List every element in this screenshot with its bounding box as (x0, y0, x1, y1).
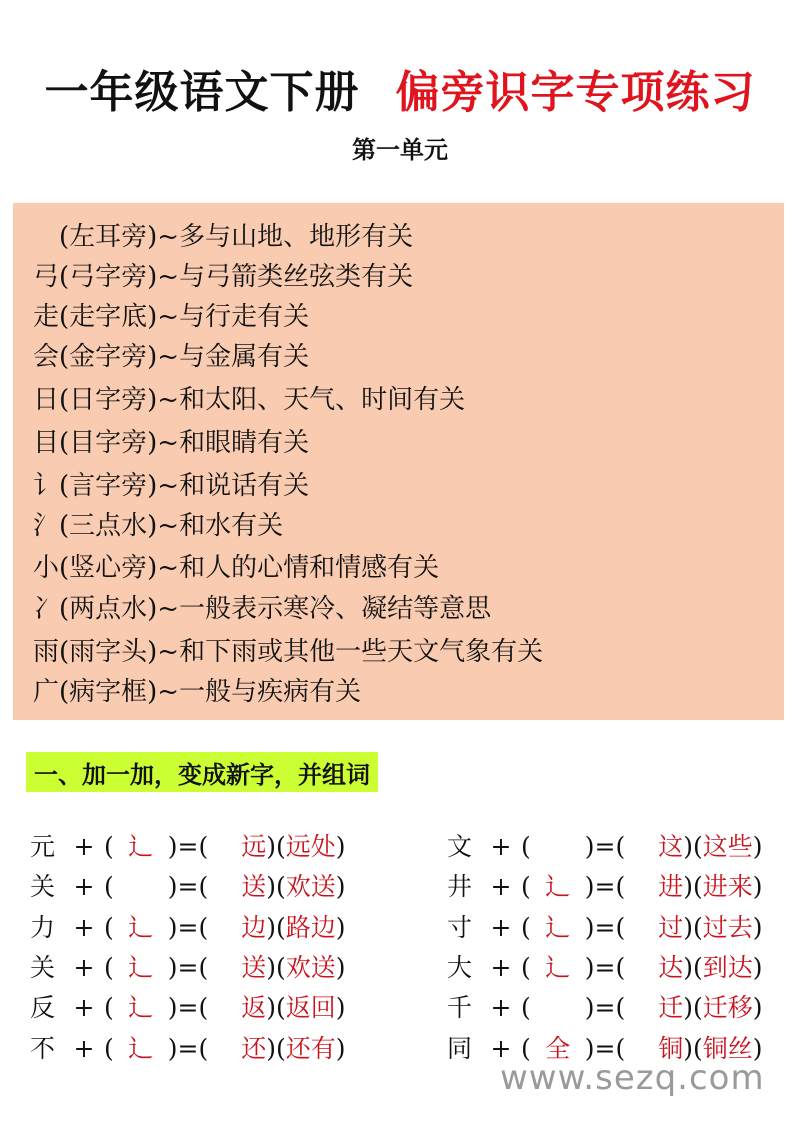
radical-line: 会(金字旁)~与金属有关 (33, 342, 310, 372)
exercise-row (30, 830, 346, 864)
plus-sign: + (73, 832, 95, 861)
new-character-answer: 达 (658, 953, 684, 982)
new-character-answer: 送 (241, 953, 267, 982)
open-paren: ( (104, 872, 114, 901)
radical-line: (左耳旁)~多与山地、地形有关 (33, 222, 414, 252)
plus-sign: + (73, 993, 95, 1022)
radical-line: 广(病字框)~一般与疾病有关 (33, 677, 362, 707)
base-character: 大 (447, 953, 473, 982)
radical-answer: 辶 (128, 913, 154, 942)
plus-sign: + (490, 832, 512, 861)
paren-pair: )( (683, 1034, 703, 1063)
radical-line: 雨(雨字头)~和下雨或其他一些天文气象有关 (33, 637, 544, 667)
word-answer: 路边 (285, 913, 336, 942)
new-character-answer: 送 (241, 872, 267, 901)
plus-sign: + (73, 913, 95, 942)
new-character-answer: 还 (241, 1034, 267, 1063)
open-paren: ( (521, 872, 531, 901)
radical-answer: 辶 (128, 832, 154, 861)
base-character: 反 (30, 993, 56, 1022)
equals-sign: )=( (584, 953, 626, 982)
word-answer: 过去 (702, 913, 753, 942)
equals-sign: )=( (167, 1034, 209, 1063)
open-paren: ( (521, 1034, 531, 1063)
word-answer: 这些 (702, 832, 753, 861)
word-answer: 迁移 (702, 993, 753, 1022)
equals-sign: )=( (584, 832, 626, 861)
plus-sign: + (73, 1034, 95, 1063)
open-paren: ( (104, 993, 114, 1022)
exercise-row (447, 911, 763, 945)
word-answer: 欢送 (285, 872, 336, 901)
watermark: www.sezq.com (500, 1058, 765, 1098)
new-character-answer: 边 (241, 913, 267, 942)
radical-answer: 辶 (545, 872, 571, 901)
exercise-heading: 一、加一加，变成新字，并组词 (26, 752, 378, 792)
paren-pair: )( (266, 993, 286, 1022)
radical-line: 冫(两点水)~一般表示寒冷、凝结等意思 (33, 594, 492, 624)
new-character-answer: 返 (241, 993, 267, 1022)
radical-line: 走(走字底)~与行走有关 (33, 302, 310, 332)
plus-sign: + (73, 953, 95, 982)
equals-sign: )=( (584, 913, 626, 942)
open-paren: ( (104, 913, 114, 942)
paren-pair: )( (266, 913, 286, 942)
close-paren: ) (335, 1034, 346, 1063)
close-paren: ) (335, 832, 346, 861)
base-character: 文 (447, 832, 473, 861)
close-paren: ) (335, 913, 346, 942)
new-character-answer: 进 (658, 872, 684, 901)
base-character: 同 (447, 1034, 473, 1063)
equals-sign: )=( (167, 953, 209, 982)
base-character: 寸 (447, 913, 473, 942)
equals-sign: )=( (167, 872, 209, 901)
new-character-answer: 远 (241, 832, 267, 861)
word-answer: 欢送 (285, 953, 336, 982)
close-paren: ) (335, 953, 346, 982)
equals-sign: )=( (167, 993, 209, 1022)
radical-line: 弓(弓字旁)~与弓箭类丝弦类有关 (33, 262, 414, 292)
equals-sign: )=( (584, 1034, 626, 1063)
exercise-row (447, 870, 763, 904)
paren-pair: )( (683, 953, 703, 982)
close-paren: ) (752, 993, 763, 1022)
close-paren: ) (335, 993, 346, 1022)
word-answer: 到达 (702, 953, 753, 982)
open-paren: ( (521, 913, 531, 942)
plus-sign: + (490, 993, 512, 1022)
radical-reference-box (13, 203, 784, 720)
open-paren: ( (521, 993, 531, 1022)
word-answer: 铜丝 (702, 1034, 753, 1063)
close-paren: ) (752, 872, 763, 901)
radical-answer: 全 (545, 1034, 571, 1063)
plus-sign: + (73, 872, 95, 901)
paren-pair: )( (266, 953, 286, 982)
exercise-row (30, 951, 346, 985)
close-paren: ) (752, 953, 763, 982)
new-character-answer: 过 (658, 913, 684, 942)
radical-line: 讠(言字旁)~和说话有关 (33, 471, 310, 501)
open-paren: ( (521, 953, 531, 982)
radical-line: 日(日字旁)~和太阳、天气、时间有关 (33, 385, 466, 415)
exercise-row (447, 830, 763, 864)
equals-sign: )=( (584, 872, 626, 901)
open-paren: ( (104, 832, 114, 861)
base-character: 力 (30, 913, 56, 942)
paren-pair: )( (683, 913, 703, 942)
radical-line: 目(目字旁)~和眼睛有关 (33, 428, 310, 458)
exercise-row (30, 911, 346, 945)
radical-answer: 辶 (545, 953, 571, 982)
base-character: 元 (30, 832, 56, 861)
paren-pair: )( (683, 832, 703, 861)
paren-pair: )( (683, 872, 703, 901)
exercise-row (447, 951, 763, 985)
paren-pair: )( (266, 1034, 286, 1063)
close-paren: ) (752, 1034, 763, 1063)
radical-line: 氵(三点水)~和水有关 (33, 511, 284, 541)
base-character: 关 (30, 872, 56, 901)
close-paren: ) (752, 832, 763, 861)
title-radical-practice: 偏旁识字专项练习 (395, 67, 756, 118)
equals-sign: )=( (167, 913, 209, 942)
word-answer: 还有 (285, 1034, 336, 1063)
base-character: 不 (30, 1034, 56, 1063)
base-character: 千 (447, 993, 473, 1022)
base-character: 关 (30, 953, 56, 982)
exercise-row (30, 870, 346, 904)
radical-line: 小(竖心旁)~和人的心情和情感有关 (33, 553, 440, 583)
paren-pair: )( (683, 993, 703, 1022)
page-title (0, 56, 800, 116)
radical-answer: 辶 (128, 953, 154, 982)
equals-sign: )=( (167, 832, 209, 861)
word-answer: 返回 (285, 993, 336, 1022)
plus-sign: + (490, 953, 512, 982)
paren-pair: )( (266, 832, 286, 861)
paren-pair: )( (266, 872, 286, 901)
equals-sign: )=( (584, 993, 626, 1022)
close-paren: ) (752, 913, 763, 942)
word-answer: 进来 (702, 872, 753, 901)
open-paren: ( (521, 832, 531, 861)
new-character-answer: 迁 (658, 993, 684, 1022)
plus-sign: + (490, 1034, 512, 1063)
base-character: 井 (447, 872, 473, 901)
word-answer: 远处 (285, 832, 336, 861)
radical-answer: 辶 (545, 913, 571, 942)
exercise-row (30, 1032, 346, 1066)
close-paren: ) (335, 872, 346, 901)
new-character-answer: 铜 (658, 1034, 684, 1063)
new-character-answer: 这 (658, 832, 684, 861)
radical-answer: 辶 (128, 1034, 154, 1063)
exercise-row (447, 991, 763, 1025)
exercise-row (30, 991, 346, 1025)
plus-sign: + (490, 872, 512, 901)
radical-answer: 辶 (128, 993, 154, 1022)
open-paren: ( (104, 953, 114, 982)
plus-sign: + (490, 913, 512, 942)
title-grade-subject: 一年级语文下册 (44, 67, 360, 118)
unit-label: 第一单元 (352, 136, 448, 164)
open-paren: ( (104, 1034, 114, 1063)
